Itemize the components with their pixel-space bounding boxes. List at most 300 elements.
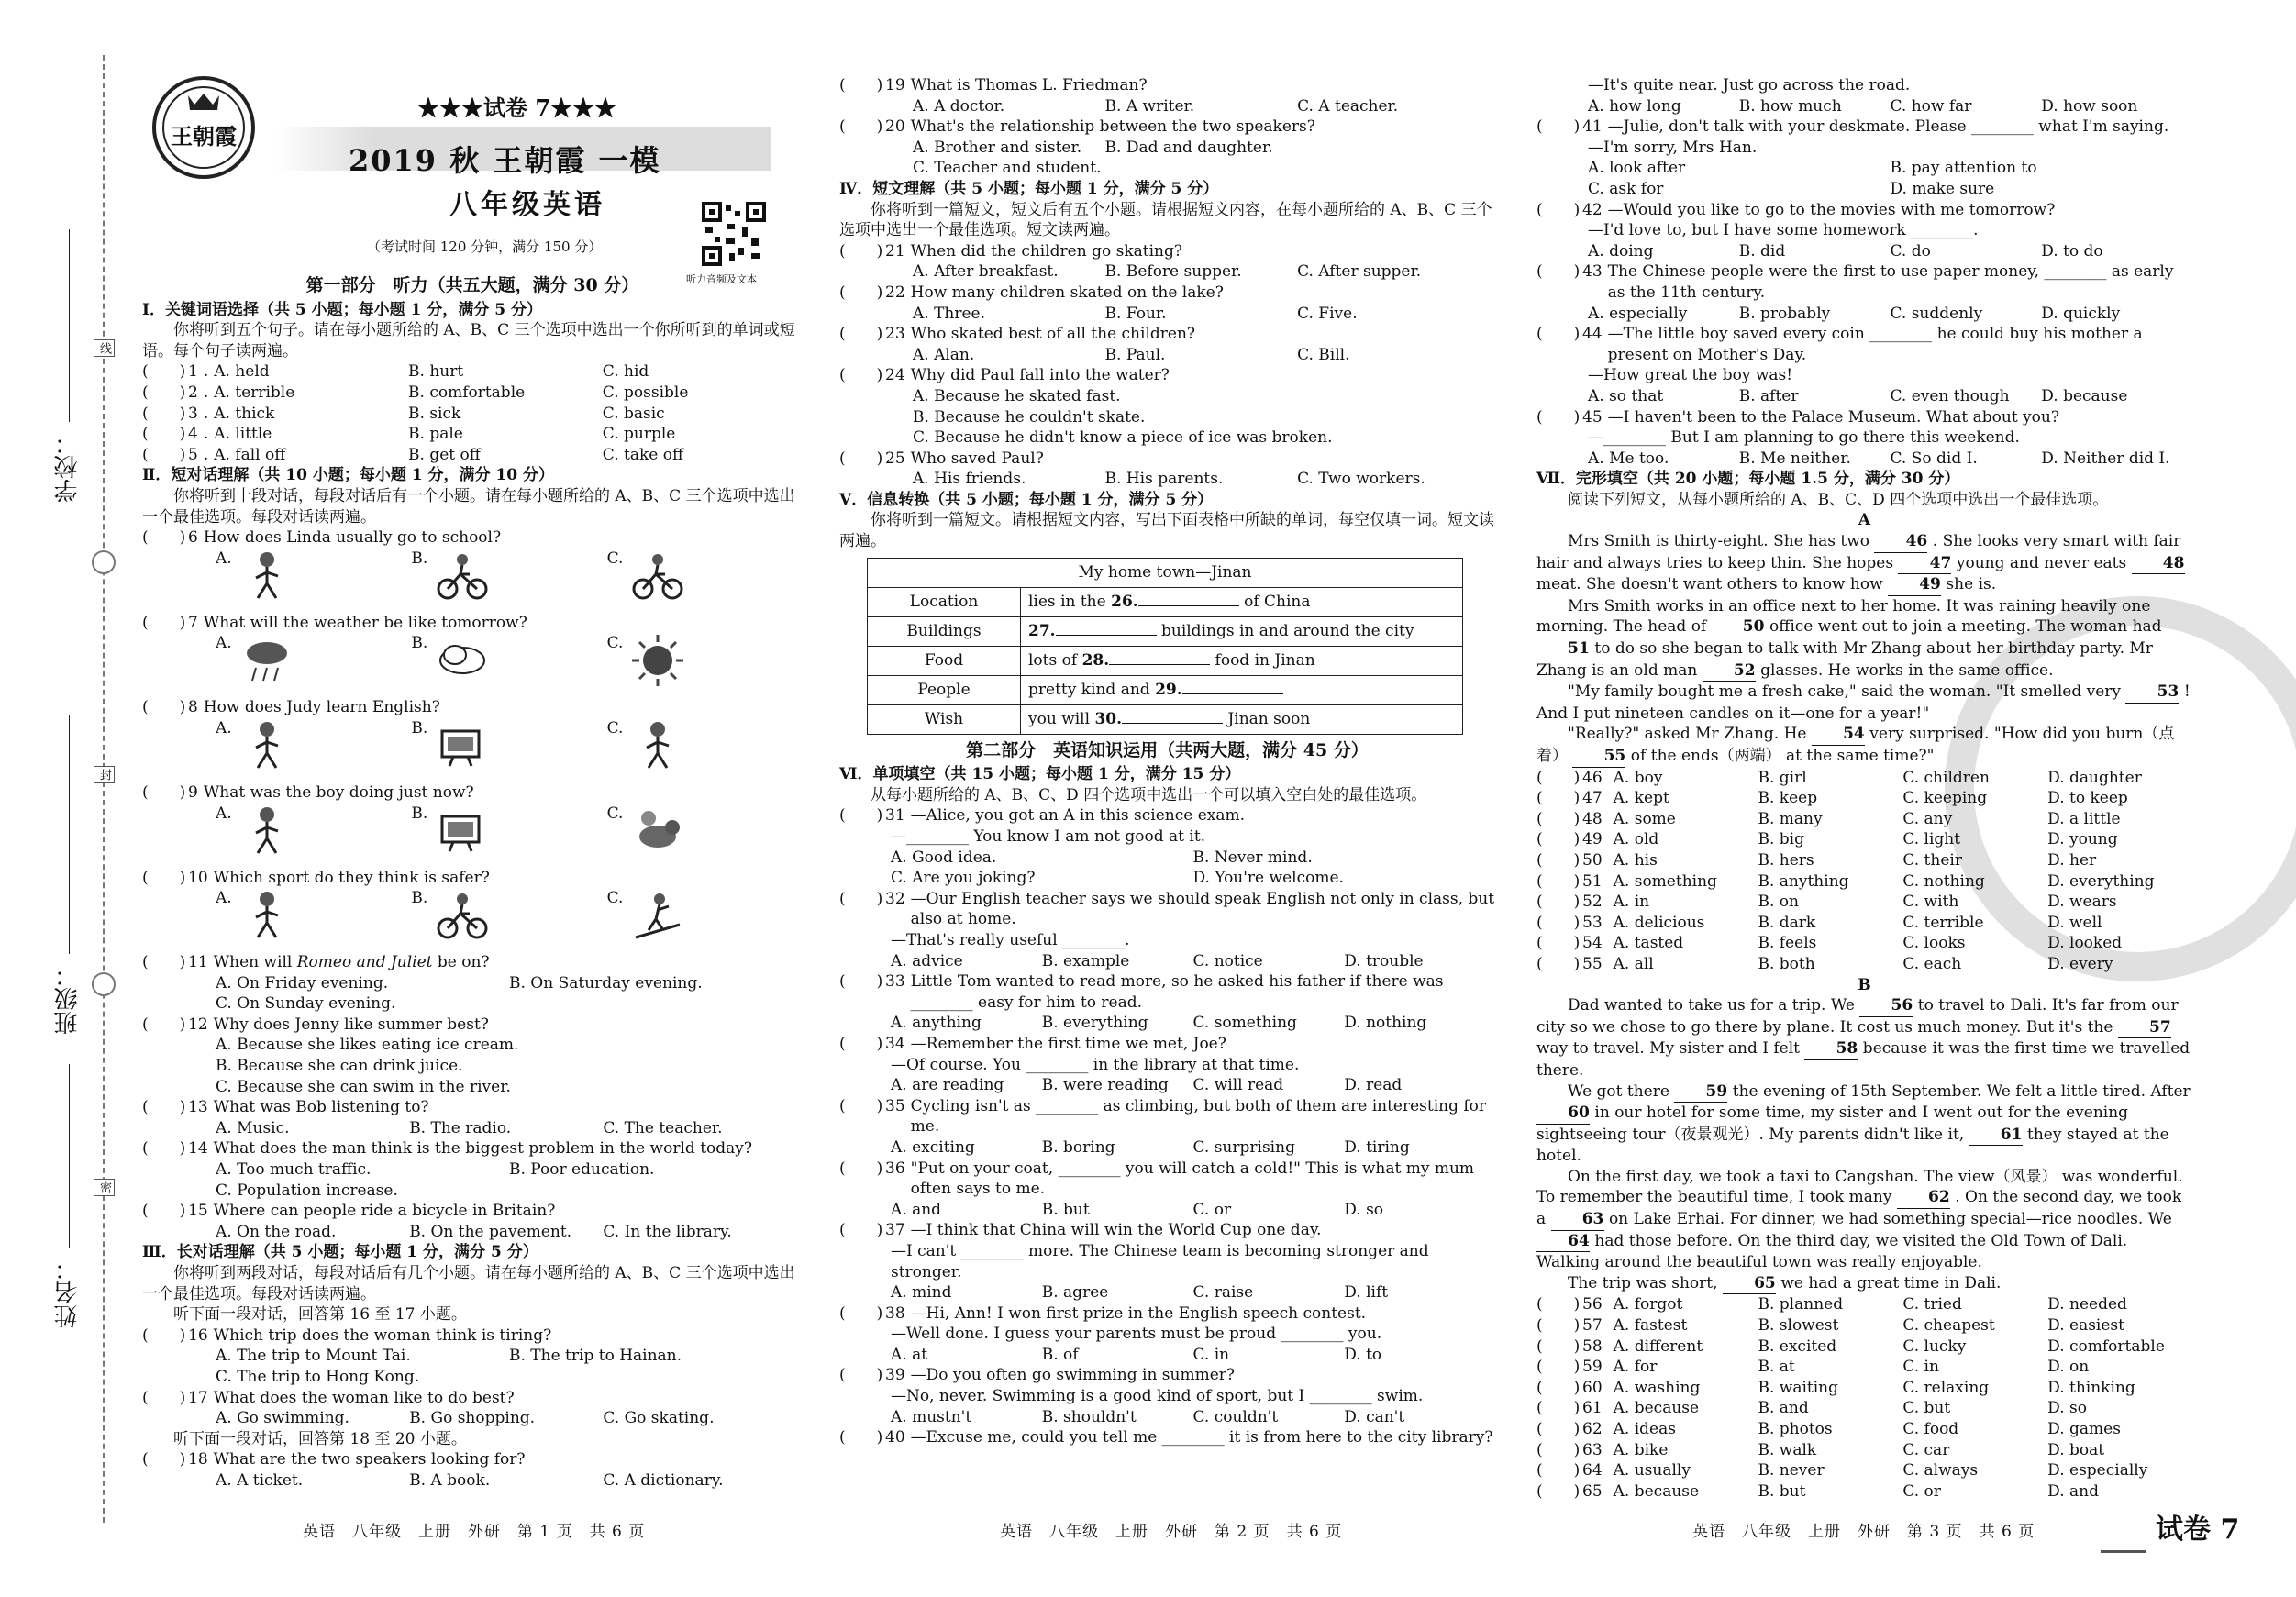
cloze-blank[interactable]: 55 [1572,746,1625,768]
option[interactable]: C. A dictionary. [603,1470,724,1490]
picture-option[interactable] [216,804,411,868]
answer-bracket[interactable]: ( ) [1536,871,1581,891]
option[interactable]: D. a little [2047,809,2121,828]
option[interactable]: C. or [1902,1481,1941,1501]
option[interactable]: D. You're welcome. [1192,869,1344,888]
option[interactable]: C. purple [602,425,676,444]
option[interactable]: A. boy [1613,768,1663,787]
option[interactable]: A. because [1613,1399,1700,1418]
option[interactable]: A. in [1613,893,1650,912]
option[interactable]: C. Bill. [1297,345,1350,364]
option[interactable]: D. to keep [2047,789,2128,808]
answer-bracket[interactable]: ( ) [1536,1440,1581,1459]
school-field[interactable] [69,229,71,422]
option[interactable]: C. in [1192,1345,1230,1364]
option[interactable]: A. Go swimming. [216,1409,349,1428]
cloze-blank[interactable]: 49 [1888,574,1941,596]
option[interactable]: D. games [2047,1420,2121,1438]
option[interactable]: C. Are you joking? [891,869,1036,888]
cloze-blank[interactable]: 46 [1874,531,1927,553]
option[interactable]: C. even though [1890,386,2010,405]
option[interactable]: B. agree [1041,1283,1109,1303]
option[interactable]: A. at [891,1345,928,1364]
option[interactable]: B. Four. [1104,304,1167,323]
option[interactable]: C. each [1902,954,1962,973]
option[interactable]: B. planned [1758,1295,1844,1314]
option[interactable]: C. ask for [1588,179,1664,198]
option[interactable]: B. after [1738,386,1799,405]
answer-bracket[interactable]: ( ) [839,1303,883,1323]
option[interactable]: D. her [2047,850,2097,870]
answer-bracket[interactable]: ( ) [839,1366,883,1385]
name-field[interactable] [69,1064,71,1248]
option[interactable]: D. young [2047,830,2118,849]
answer-bracket[interactable]: ( ) [142,1139,186,1159]
option[interactable]: A. fall off [214,445,286,464]
option[interactable]: D. nothing [1344,1014,1427,1033]
option[interactable]: D. boat [2047,1440,2105,1459]
option[interactable]: C. something [1192,1014,1297,1033]
answer-bracket[interactable]: ( ) [1536,407,1581,427]
option[interactable]: A. thick [214,404,275,423]
option[interactable]: A. A doctor. [913,96,1005,116]
picture-option[interactable] [216,718,411,782]
option[interactable]: A. are reading [891,1076,1004,1095]
option[interactable]: B. never [1758,1461,1825,1481]
answer-bracket[interactable]: ( ) [839,1428,883,1447]
option[interactable]: A. look after [1588,159,1686,178]
class-field[interactable] [69,715,71,954]
option[interactable]: C. any [1902,809,1953,828]
option[interactable]: B. get off [408,445,481,464]
option[interactable]: C. The teacher. [603,1118,723,1137]
answer-bracket[interactable]: ( ) [142,528,186,548]
answer-bracket[interactable]: ( ) [839,1096,883,1115]
option[interactable]: C. do [1890,241,1931,261]
option[interactable]: C. how far [1890,96,1972,116]
option[interactable]: A. The trip to Mount Tai. [216,1347,411,1366]
option[interactable]: B. girl [1758,768,1807,787]
picture-option[interactable] [411,633,606,697]
answer-bracket[interactable]: ( ) [1536,934,1581,953]
option[interactable]: B. were reading [1041,1076,1169,1095]
answer-bracket[interactable]: ( ) [839,117,883,137]
answer-bracket[interactable]: ( ) [1536,1378,1581,1397]
option[interactable]: A. how long [1588,96,1681,116]
answer-bracket[interactable]: ( ) [839,1221,883,1240]
option[interactable]: D. needed [2047,1295,2127,1314]
option[interactable]: A. On Friday evening. [216,973,389,993]
option[interactable]: D. how soon [2041,96,2138,116]
option[interactable]: C. suddenly [1890,304,1983,323]
option[interactable]: A. Too much traffic. [216,1160,372,1180]
picture-option[interactable] [411,804,606,868]
answer-bracket[interactable]: ( ) [1536,117,1581,137]
answer-bracket[interactable]: ( ) [142,1015,186,1034]
cloze-blank[interactable]: 65 [1723,1273,1776,1295]
answer-bracket[interactable]: ( ) [1536,1399,1581,1418]
option[interactable]: B. dark [1758,913,1816,932]
option[interactable]: C. Because he didn't know a piece of ice was broken. [913,428,1333,448]
answer-bracket[interactable]: ( ) [1536,768,1581,787]
option[interactable]: B. probably [1738,304,1831,323]
option[interactable]: A. Brother and sister. [913,138,1082,157]
option[interactable]: C. Five. [1297,304,1358,323]
option[interactable]: A. Music. [216,1118,290,1137]
option[interactable]: B. Paul. [1104,345,1166,364]
option[interactable]: C. lucky [1902,1336,1967,1356]
option[interactable]: B. but [1041,1200,1090,1219]
cloze-blank[interactable]: 59 [1674,1081,1727,1103]
answer-bracket[interactable]: ( ) [1536,789,1581,808]
option[interactable]: B. A writer. [1104,96,1195,116]
option[interactable]: B. Because she can drink juice. [216,1057,463,1076]
option[interactable]: C. their [1902,850,1962,870]
cloze-blank[interactable]: 54 [1812,724,1865,746]
option[interactable]: A. terrible [214,383,295,402]
cloze-blank[interactable]: 53 [2125,682,2179,704]
option[interactable]: D. because [2041,386,2128,405]
picture-option[interactable] [216,549,411,613]
option[interactable]: A. kept [1613,789,1669,808]
option[interactable]: B. both [1758,954,1815,973]
option[interactable]: D. every [2047,954,2113,973]
answer-bracket[interactable]: ( ) [142,613,186,632]
option[interactable]: C. children [1902,768,1990,787]
answer-bracket[interactable]: ( ) [1536,200,1581,219]
answer-bracket[interactable]: ( ) [1536,830,1581,849]
option[interactable]: A. bike [1613,1440,1669,1459]
cloze-blank[interactable]: 56 [1859,995,1913,1017]
option[interactable]: D. make sure [1890,179,1995,198]
answer-bracket[interactable]: ( ) [1536,262,1581,282]
option[interactable]: A. Good idea. [891,848,997,867]
answer-bracket[interactable]: ( ) [1536,809,1581,828]
picture-option[interactable] [607,549,803,613]
answer-bracket[interactable]: ( ) [142,425,186,444]
answer-bracket[interactable]: ( ) [1536,1481,1581,1501]
option[interactable]: A. washing [1613,1378,1701,1397]
picture-option[interactable] [216,633,411,697]
option[interactable]: C. Two workers. [1297,470,1425,489]
option[interactable]: B. waiting [1758,1378,1839,1397]
option[interactable]: B. walk [1758,1440,1817,1459]
option[interactable]: C. The trip to Hong Kong. [216,1367,420,1386]
option[interactable]: A. little [214,425,272,444]
picture-option[interactable] [411,718,606,782]
option[interactable]: A. advice [891,951,963,970]
cloze-blank[interactable]: 50 [1712,616,1765,638]
answer-bracket[interactable]: ( ) [839,449,883,468]
answer-bracket[interactable]: ( ) [142,1202,186,1221]
cloze-blank[interactable]: 51 [1536,638,1590,660]
option[interactable]: A. for [1613,1358,1658,1377]
option[interactable]: C. A teacher. [1297,96,1399,116]
option[interactable]: B. many [1758,809,1823,828]
option[interactable]: D. trouble [1344,951,1424,970]
answer-bracket[interactable]: ( ) [142,445,186,464]
option[interactable]: B. The radio. [409,1118,512,1137]
option[interactable]: A. ideas [1613,1420,1676,1438]
option[interactable]: B. Go shopping. [409,1409,536,1428]
option[interactable]: A. anything [891,1014,982,1033]
option[interactable]: D. quickly [2041,304,2121,323]
option[interactable]: B. of [1041,1345,1079,1364]
cloze-blank[interactable]: 64 [1536,1231,1590,1253]
answer-bracket[interactable]: ( ) [1536,913,1581,932]
answer-bracket[interactable]: ( ) [839,366,883,385]
option[interactable]: B. at [1758,1358,1795,1377]
option[interactable]: A. After breakfast. [913,262,1059,282]
option[interactable]: B. comfortable [408,383,526,402]
option[interactable]: B. excited [1758,1336,1837,1356]
cloze-blank[interactable]: 57 [2118,1017,2171,1039]
picture-option[interactable] [411,549,606,613]
answer-bracket[interactable]: ( ) [142,383,186,402]
option[interactable]: B. slowest [1758,1316,1839,1336]
option[interactable]: D. so [2047,1399,2087,1418]
answer-bracket[interactable]: ( ) [1536,1295,1581,1314]
answer-bracket[interactable]: ( ) [839,283,883,302]
option[interactable]: A. his [1613,850,1658,870]
option[interactable]: C. food [1902,1420,1959,1438]
option[interactable]: C. cheapest [1902,1316,1995,1336]
answer-bracket[interactable]: ( ) [1536,1461,1581,1481]
option[interactable]: C. in [1902,1358,1939,1377]
option[interactable]: B. His parents. [1104,470,1224,489]
answer-bracket[interactable]: ( ) [839,889,883,908]
answer-bracket[interactable]: ( ) [1536,1336,1581,1356]
option[interactable]: C. or [1192,1200,1232,1219]
option[interactable]: B. how much [1738,96,1842,116]
option[interactable]: C. keeping [1902,789,1988,808]
option[interactable]: B. pay attention to [1890,159,2037,178]
option[interactable]: A. mind [891,1283,952,1303]
answer-bracket[interactable]: ( ) [142,404,186,423]
option[interactable]: A. Me too. [1588,449,1669,468]
option[interactable]: B. boring [1041,1137,1115,1157]
cloze-blank[interactable]: 61 [1969,1125,2023,1147]
option[interactable]: A. especially [1588,304,1688,323]
option[interactable]: A. some [1613,809,1676,828]
answer-bracket[interactable]: ( ) [142,1098,186,1117]
option[interactable]: C. surprising [1192,1137,1295,1157]
option[interactable]: C. Teacher and student. [913,159,1102,178]
option[interactable]: A. held [214,362,270,382]
cloze-blank[interactable]: 48 [2132,553,2185,575]
option[interactable]: A. so that [1588,386,1664,405]
answer-bracket[interactable]: ( ) [142,953,186,972]
picture-option[interactable] [411,888,606,952]
option[interactable]: B. pale [408,425,463,444]
option[interactable]: D. looked [2047,934,2123,953]
option[interactable]: C. will read [1192,1076,1284,1095]
answer-bracket[interactable]: ( ) [839,76,883,94]
option[interactable]: A. Three. [913,304,986,323]
option[interactable]: D. and [2047,1481,2099,1501]
option[interactable]: D. thinking [2047,1378,2135,1397]
option[interactable]: A. forgot [1613,1295,1683,1314]
option[interactable]: A. doing [1588,241,1654,261]
answer-bracket[interactable]: ( ) [839,241,883,261]
option[interactable]: C. notice [1192,951,1263,970]
option[interactable]: B. example [1041,951,1130,970]
answer-bracket[interactable]: ( ) [142,1450,186,1469]
answer-bracket[interactable]: ( ) [839,1159,883,1178]
option[interactable]: B. everything [1041,1014,1148,1033]
option[interactable]: A. exciting [891,1137,975,1157]
option[interactable]: A. tasted [1613,934,1684,953]
picture-option[interactable] [607,804,803,868]
option[interactable]: B. On the pavement. [409,1222,572,1241]
cloze-blank[interactable]: 52 [1703,660,1756,682]
option[interactable]: D. to [1344,1345,1382,1364]
option[interactable]: C. raise [1192,1283,1254,1303]
option[interactable]: A. old [1613,830,1659,849]
picture-option[interactable] [607,718,803,782]
option[interactable]: C. So did I. [1890,449,1978,468]
option[interactable]: B. keep [1758,789,1818,808]
option[interactable]: C. light [1902,830,1961,849]
option[interactable]: C. Population increase. [216,1181,398,1200]
option[interactable]: C. car [1902,1440,1950,1459]
option[interactable]: C. In the library. [603,1222,732,1241]
option[interactable]: C. nothing [1902,871,1985,891]
option[interactable]: A. Because he skated fast. [913,386,1121,405]
answer-bracket[interactable]: ( ) [142,868,186,887]
option[interactable]: B. anything [1758,871,1849,891]
option[interactable]: D. wears [2047,893,2117,912]
answer-bracket[interactable]: ( ) [839,325,883,344]
answer-bracket[interactable]: ( ) [839,806,883,826]
option[interactable]: C. tried [1902,1295,1962,1314]
option[interactable]: A. fastest [1613,1316,1688,1336]
option[interactable]: A. usually [1613,1461,1691,1481]
option[interactable]: A. His friends. [913,470,1026,489]
option[interactable]: A. mustn't [891,1407,972,1426]
option[interactable]: C. looks [1902,934,1966,953]
option[interactable]: B. Poor education. [509,1160,655,1180]
answer-bracket[interactable]: ( ) [1536,954,1581,973]
answer-bracket[interactable]: ( ) [1536,893,1581,912]
option[interactable]: C. Go skating. [603,1409,715,1428]
option[interactable]: D. easiest [2047,1316,2124,1336]
answer-bracket[interactable]: ( ) [142,1325,186,1345]
option[interactable]: B. hers [1758,850,1814,870]
option[interactable]: D. well [2047,913,2102,932]
picture-option[interactable] [216,888,411,952]
option[interactable]: B. feels [1758,934,1817,953]
answer-bracket[interactable]: ( ) [142,698,186,717]
option[interactable]: B. shouldn't [1041,1407,1137,1426]
option[interactable]: D. everything [2047,871,2155,891]
option[interactable]: B. The trip to Hainan. [509,1347,682,1366]
option[interactable]: A. something [1613,871,1717,891]
answer-blank[interactable] [1182,693,1283,694]
answer-bracket[interactable]: ( ) [142,782,186,802]
option[interactable]: B. sick [408,404,461,423]
option[interactable]: B. Never mind. [1192,848,1313,867]
answer-blank[interactable] [1122,723,1223,724]
option[interactable]: A. because [1613,1481,1700,1501]
option[interactable]: C. possible [602,383,689,402]
option[interactable]: D. tiring [1344,1137,1410,1157]
option[interactable]: C. but [1902,1399,1951,1418]
option[interactable]: B. hurt [408,362,464,382]
option[interactable]: A. all [1613,954,1654,973]
option[interactable]: D. so [1344,1200,1384,1219]
option[interactable]: C. After supper. [1297,262,1422,282]
option[interactable]: C. terrible [1902,913,1984,932]
option[interactable]: B. Me neither. [1738,449,1851,468]
option[interactable]: C. couldn't [1192,1407,1279,1426]
answer-bracket[interactable]: ( ) [839,972,883,992]
option[interactable]: B. Because he couldn't skate. [913,407,1146,427]
answer-blank[interactable] [1138,605,1239,606]
option[interactable]: B. On Saturday evening. [509,973,703,993]
cloze-blank[interactable]: 63 [1551,1209,1604,1231]
option[interactable]: D. daughter [2047,768,2142,787]
picture-option[interactable] [607,888,803,952]
answer-bracket[interactable]: ( ) [1536,850,1581,870]
option[interactable]: C. basic [602,404,665,423]
option[interactable]: A. different [1613,1336,1703,1356]
answer-bracket[interactable]: ( ) [839,1034,883,1053]
option[interactable]: C. relaxing [1902,1378,1990,1397]
option[interactable]: A. and [891,1200,942,1219]
answer-bracket[interactable]: ( ) [1536,325,1581,344]
option[interactable]: C. On Sunday evening. [216,994,396,1014]
option[interactable]: C. always [1902,1461,1979,1481]
option[interactable]: B. on [1758,893,1799,912]
option[interactable]: B. and [1758,1399,1809,1418]
picture-option[interactable] [607,633,803,697]
answer-blank[interactable] [1056,635,1157,636]
option[interactable]: C. with [1902,893,1959,912]
option[interactable]: D. can't [1344,1407,1405,1426]
option[interactable]: B. did [1738,241,1786,261]
option[interactable]: D. Neither did I. [2041,449,2170,468]
option[interactable]: C. hid [602,362,649,382]
cloze-blank[interactable]: 60 [1536,1103,1590,1125]
option[interactable]: B. photos [1758,1420,1833,1438]
option[interactable]: D. on [2047,1358,2090,1377]
option[interactable]: B. big [1758,830,1804,849]
option[interactable]: B. Before supper. [1104,262,1242,282]
cloze-blank[interactable]: 62 [1897,1187,1950,1209]
answer-blank[interactable] [1109,664,1210,665]
option[interactable]: A. Because she likes eating ice cream. [216,1036,519,1055]
option[interactable]: D. comfortable [2047,1336,2165,1356]
cloze-blank[interactable]: 47 [1898,553,1951,575]
answer-bracket[interactable]: ( ) [1536,1420,1581,1438]
option[interactable]: D. especially [2047,1461,2148,1481]
option[interactable]: A. Alan. [913,345,975,364]
option[interactable]: C. take off [602,445,684,464]
answer-bracket[interactable]: ( ) [1536,1316,1581,1336]
option[interactable]: D. to do [2041,241,2103,261]
option[interactable]: B. but [1758,1481,1806,1501]
option[interactable]: D. lift [1344,1283,1389,1303]
option[interactable]: D. read [1344,1076,1403,1095]
answer-bracket[interactable]: ( ) [1536,1358,1581,1377]
option[interactable]: B. Dad and daughter. [1104,138,1273,157]
option[interactable]: A. On the road. [216,1222,337,1241]
option[interactable]: A. A ticket. [216,1470,304,1490]
option[interactable]: B. A book. [409,1470,491,1490]
cloze-blank[interactable]: 58 [1804,1038,1858,1060]
option[interactable]: A. delicious [1613,913,1705,932]
